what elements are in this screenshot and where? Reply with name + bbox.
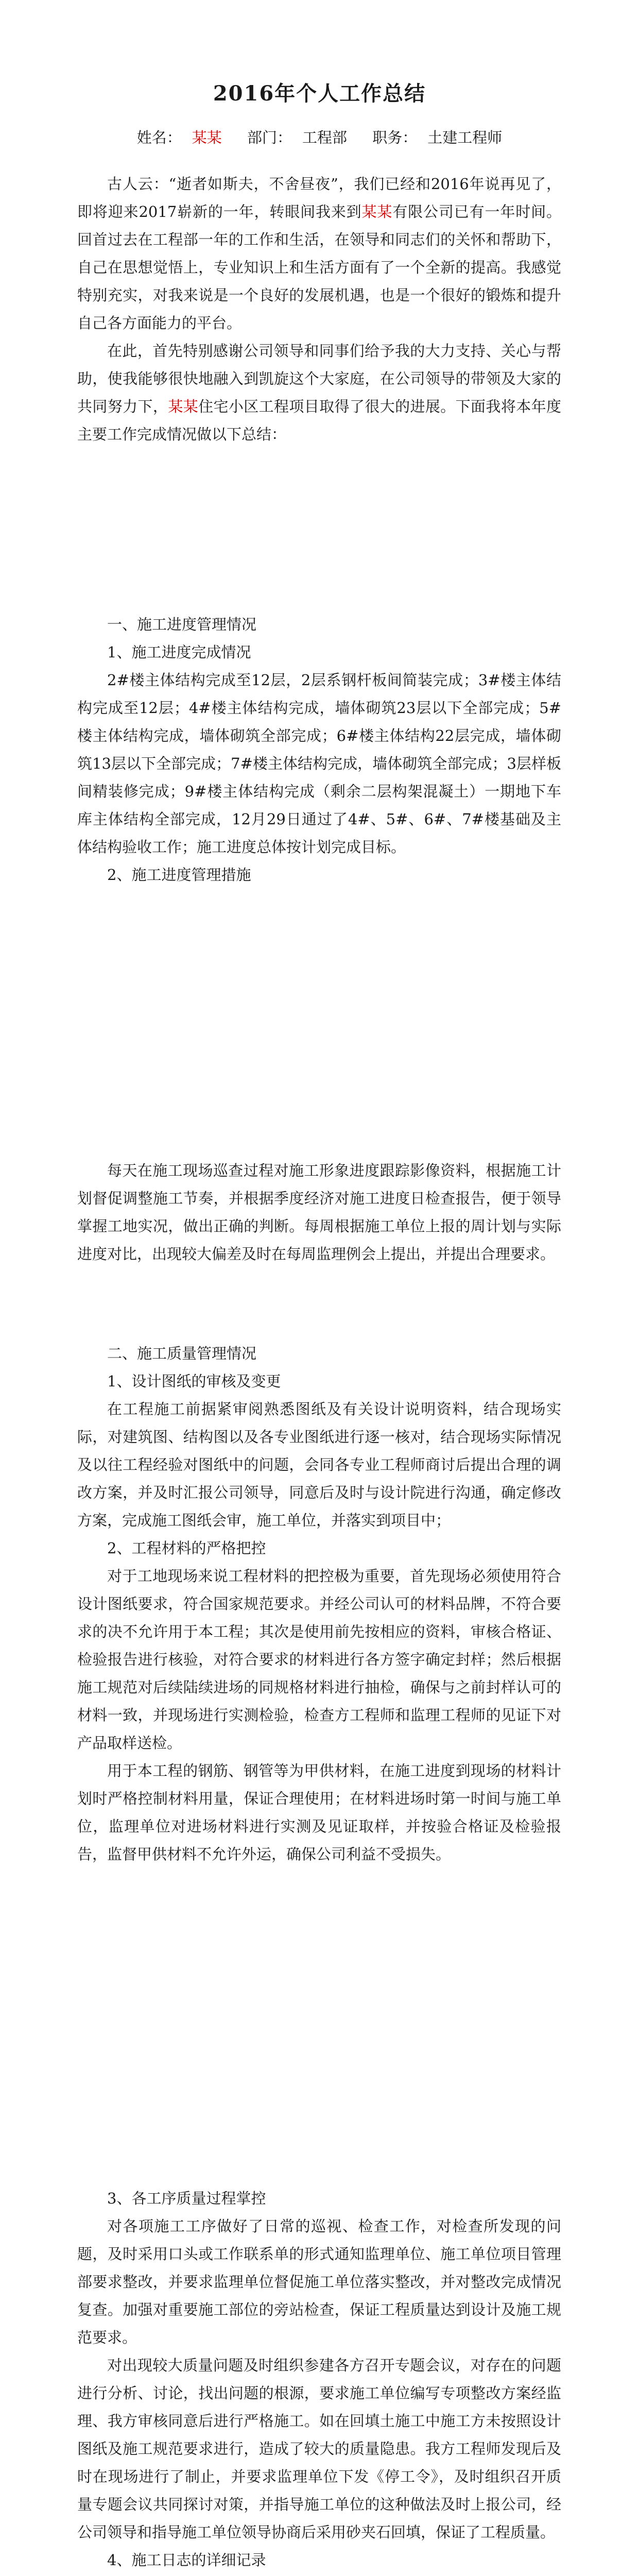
position-field: 职务： 土建工程师 [372,129,503,146]
progress-measures [77,1157,561,1268]
process-paragraph-2: 对出现较大质量问题及时组织参建各方召开专题会议，对存在的问题进行分析、讨论，找出问题的根源，要求施工单位编写专项整改方案经监理、我方审核同意后进行严格施工。如在回填土施工中施工方未按照设计图纸及施工规范要求进行，造成了较大的质量隐患。我方工程师发现后及时在现场进行了制止，并要求监理单位下发《停工令》，及时组织召开质量专题会议共同探讨对策，并指导施工单位的这种做法及时上报公司，经公司领导和指导施工单位领导协商后采用砂夹石回填，保证了工程质量。 [77,2357,561,2541]
subsection-heading: 2、工程材料的严格把控 [107,1539,266,1557]
material-paragraph-1: 对于工地现场来说工程材料的把控极为重要，首先现场必须使用符合设计图纸要求，符合国家规范要求。并经公司认可的材料品牌，不符合要求的决不允许用于本工程；其次是使用前先按相应的资料，审核合格证、检验报告进行核验，对符合要求的材料进行各方签字确定封样；然后根据施工规范对后续陆续进场的同规格材料进行抽检，确保与之前封样认可的材料一致，并现场进行实测检验，检查方工程师和监理工程师的见证下对产品取样送检。 [77,1567,561,1752]
subsection-heading: 1、施工进度完成情况 [107,643,251,661]
intro-section [77,170,561,448]
progress-paragraph: 2#楼主体结构完成至12层，2层系钢杆板间简装完成；3#楼主体结构完成至12层；4#楼主体结构完成，墙体砌筑23层以下全部完成；5#楼主体结构完成，墙体砌筑全部完成；6#楼主体结构22层完成，墙体砌筑13层以下全部完成；7#楼主体结构完成，墙体砌筑全部完成；3层样板间精装修完成；9#楼主体结构完成（剩余二层构架混凝土）一期地下车库主体结构全部完成，12月29日通过了4#、5#、6#、7#楼基础及主体结构验收工作；施工进度总体按计划完成目标。 [77,671,561,856]
dept-field: 部门： 工程部 [247,129,348,146]
material-paragraph-2: 用于本工程的钢筋、钢管等为甲供材料，在施工进度到现场的材料计划时严格控制材料用量，保证合理使用；在材料进场时第一时间与施工单位，监理单位对进场材料进行实测及见证取样，并按验合格证及检验报告，监督甲供材料不允许外运，确保公司利益不受损失。 [77,1762,561,1863]
intro-paragraph-1: 古人云：“逝者如斯夫，不舍昼夜”，我们已经和2016年说再见了，即将迎来2017崭新的一年，转眼间我来到某某有限公司已有一年时间。回首过去在工程部一年的工作和生活，在领导和同志们的关怀和帮助下，自己在思想觉悟上，专业知识上和生活方面有了一个全新的提高。我感觉特别充实，对我来说是一个良好的发展机遇，也是一个很好的锻炼和提升自己各方面能力的平台。 [77,175,561,332]
section-quality [77,1340,561,1868]
section-heading: 一、施工进度管理情况 [107,616,257,633]
intro-paragraph-2: 在此，首先特别感谢公司领导和同事们给予我的大力支持、关心与帮助，使我能够很快地融入到凯旋这个大家庭，在公司领导的带领及大家的共同努力下，某某住宅小区工程项目取得了很大的进展。下面我将本年度主要工作完成情况做以下总结： [77,342,561,443]
document-title: 2016年个人工作总结 [213,81,426,106]
process-paragraph-1: 对各项施工工序做好了日常的巡视、检查工作，对检查所发现的问题，及时采用口头或工作联系单的形式通知监理单位、施工单位项目管理部要求整改，并要求监理单位督促施工单位落实整改，并对整改完成情况复查。加强对重要施工部位的旁站检查，保证工程质量达到设计及施工规范要求。 [77,2217,561,2346]
quality-process [77,2184,561,2576]
diary-paragraph [77,2574,561,2576]
section-heading: 二、施工质量管理情况 [107,1345,257,1362]
design-paragraph: 在工程施工前据紧审阅熟悉图纸及有关设计说明资料，结合现场实际，对建筑图、结构图以及各专业图纸进行逐一核对，结合现场实际情况及以往工程经验对图纸中的问题，会同各专业工程师商讨后提出合理的调改方案，并及时汇报公司领导，同意后及时与设计院进行沟通，确定修改方案，完成施工图纸会审，施工单位，并落实到项目中； [77,1400,561,1529]
subsection-heading: 3、各工序质量过程掌控 [107,2190,266,2207]
subsection-heading: 2、施工进度管理措施 [107,866,251,884]
measures-paragraph: 每天在施工现场巡查过程对施工形象进度跟踪影像资料，根据施工计划督促调整施工节奏，并根据季度经济对施工进度日检查报告，便于领导掌握工地实况，做出正确的判断。每周根据施工单位上报的周计划与实际进度对比，出现较大偏差及时在每周监理例会上提出，并提出合理要求。 [77,1162,561,1263]
subsection-heading: 1、设计图纸的审核及变更 [107,1372,281,1390]
section-progress [77,611,561,889]
author-meta [0,126,639,147]
name-field: 姓名： 某某 [136,129,222,146]
subsection-heading: 4、施工日志的详细记录 [107,2551,266,2569]
